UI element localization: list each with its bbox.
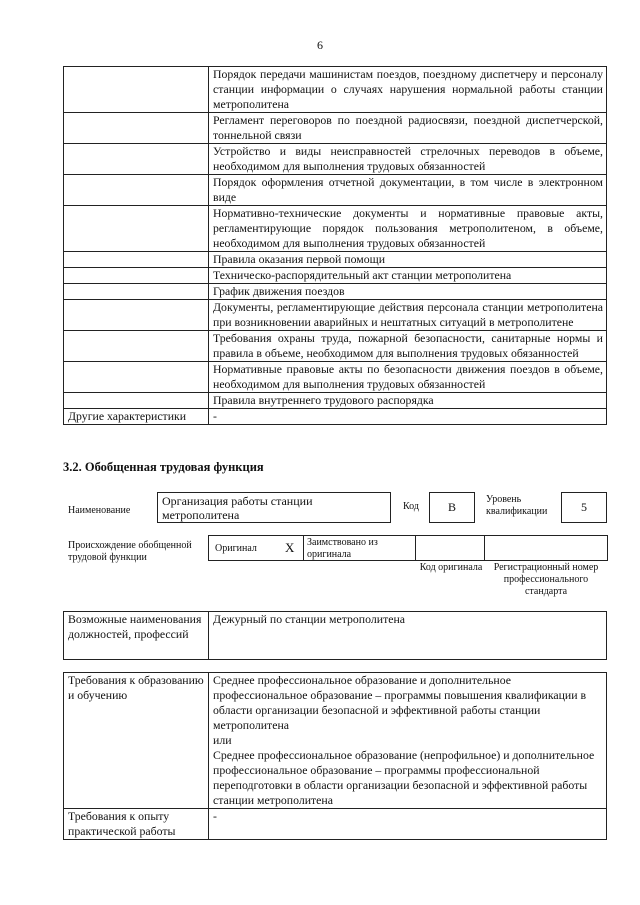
table-cell-label (64, 113, 209, 144)
table-row (64, 144, 607, 175)
requirements-table (63, 672, 607, 840)
table-row (64, 612, 607, 660)
page-number: 6 (317, 38, 323, 52)
table-row (64, 113, 607, 144)
origin-box (208, 535, 608, 561)
table-cell-text: Регламент переговоров по поездной радиосвязи, поездной диспетчерской, тоннельной связи (209, 113, 607, 144)
table-cell-text: - (209, 409, 607, 425)
table-row (64, 300, 607, 331)
experience-value: - (209, 809, 607, 840)
table-row (64, 809, 607, 840)
table-row (64, 393, 607, 409)
borrowed-label: Заимствовано из оригинала (307, 537, 378, 560)
positions-label: Возможные наименования должностей, профессий (64, 612, 209, 660)
table-row (64, 67, 607, 113)
divider (484, 535, 485, 561)
table-row (64, 252, 607, 268)
positions-table (63, 611, 607, 660)
code-value: B (429, 492, 475, 523)
table-cell-label (64, 331, 209, 362)
experience-label: Требования к опыту практической работы (64, 809, 209, 840)
table-cell-label (64, 268, 209, 284)
original-mark: X (285, 540, 295, 555)
table-cell-text: Правила внутреннего трудового распорядка (209, 393, 607, 409)
table-cell-text: Правила оказания первой помощи (209, 252, 607, 268)
name-label: Наименование (68, 505, 131, 516)
caption-reg-number: Регистрационный номер профессионального стандарта (493, 562, 599, 597)
table-row (64, 206, 607, 252)
name-value: Организация работы станции метрополитена (157, 492, 391, 523)
education-value (209, 673, 607, 809)
education-line: Среднее профессиональное образование (непрофильное) и дополнительное профессиональное образование – программы профессиональной переподготовки в области организации безопасной и эффективной работы станции метрополитена (213, 748, 595, 807)
table-cell-label (64, 300, 209, 331)
caption-code: Код оригинала (419, 562, 483, 573)
section-heading: 3.2. Обобщенная трудовая функция (63, 460, 264, 474)
table-cell-text: Порядок оформления отчетной документации, в том числе в электронном виде (209, 175, 607, 206)
level-label: Уровень квалификации (486, 494, 548, 517)
table-cell-label: Другие характеристики (64, 409, 209, 425)
table-cell-label (64, 393, 209, 409)
knowledge-table (63, 66, 607, 425)
table-cell-text: Документы, регламентирующие действия персонала станции метрополитена при возникновении аварийных и нештатных ситуаций в метрополитене (209, 300, 607, 331)
table-cell-text: Порядок передачи машинистам поездов, поездному диспетчеру и персоналу станции информации о случаях нарушения нормальной работы станции метрополитена (209, 67, 607, 113)
table-cell-label (64, 144, 209, 175)
table-cell-label (64, 67, 209, 113)
education-label: Требования к образованию и обучению (64, 673, 209, 809)
table-row (64, 284, 607, 300)
table-cell-label (64, 252, 209, 268)
table-row (64, 268, 607, 284)
table-row (64, 409, 607, 425)
divider (303, 535, 304, 561)
table-row (64, 673, 607, 809)
origin-label: Происхождение обобщенной трудовой функции (68, 540, 192, 563)
table-cell-text: Требования охраны труда, пожарной безопасности, санитарные нормы и правила в объеме, необходимом для выполнения трудовых обязанностей (209, 331, 607, 362)
table-cell-text: Техническо-распорядительный акт станции метрополитена (209, 268, 607, 284)
education-line: или (213, 733, 232, 747)
table-row (64, 175, 607, 206)
positions-value: Дежурный по станции метрополитена (209, 612, 607, 660)
table-cell-label (64, 362, 209, 393)
table-cell-text: Нормативные правовые акты по безопасности движения поездов в объеме, необходимом для выполнения трудовых обязанностей (209, 362, 607, 393)
table-cell-label (64, 206, 209, 252)
divider (415, 535, 416, 561)
table-cell-label (64, 284, 209, 300)
table-cell-text: Нормативно-технические документы и нормативные правовые акты, регламентирующие порядок пользования метрополитеном, в объеме, необходимом для выполнения трудовых обязанностей (209, 206, 607, 252)
original-label: Оригинал (215, 543, 257, 554)
table-cell-text: График движения поездов (209, 284, 607, 300)
table-cell-label (64, 175, 209, 206)
table-row (64, 362, 607, 393)
level-value: 5 (561, 492, 607, 523)
education-line: Среднее профессиональное образование и дополнительное профессиональное образование – программы повышения квалификации в области организации безопасной и эффективной работы станции метрополитена (213, 673, 587, 732)
code-label: Код (403, 501, 419, 512)
table-cell-text: Устройство и виды неисправностей стрелочных переводов в объеме, необходимом для выполнения трудовых обязанностей (209, 144, 607, 175)
table-row (64, 331, 607, 362)
